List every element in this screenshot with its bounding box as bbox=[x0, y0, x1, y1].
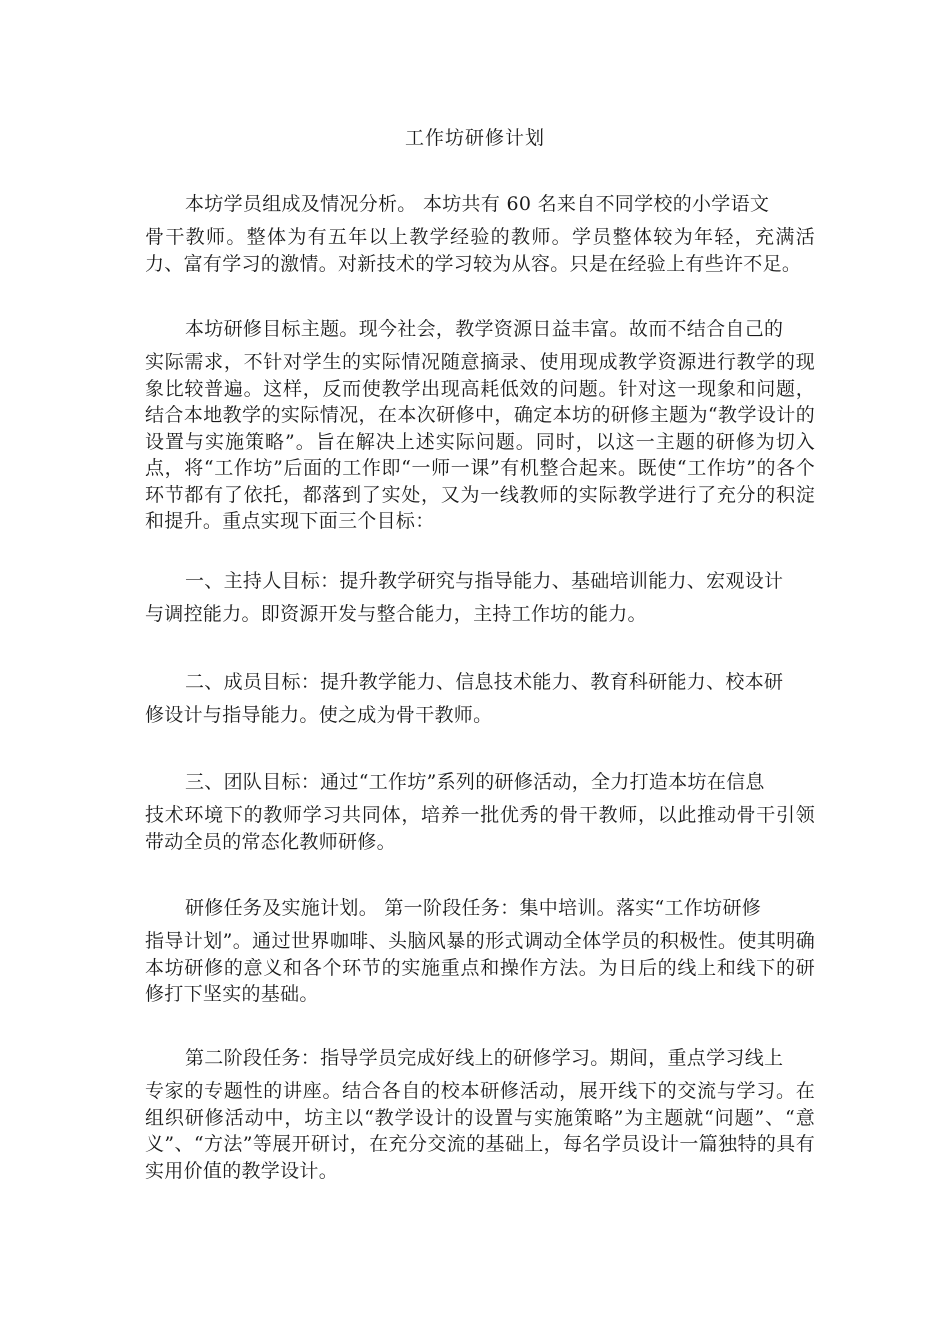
paragraph-trainee-analysis bbox=[145, 186, 815, 277]
paragraph-body: 技术环境下的教师学习共同体，培养一批优秀的骨干教师，以此推动骨干引领带动全员的常态化教师研修。 bbox=[145, 804, 815, 853]
paragraph-first-line: 二、成员目标：提升教学能力、信息技术能力、教育科研能力、校本研 bbox=[185, 671, 784, 693]
paragraph-first-line: 本坊研修目标主题。现今社会，教学资源日益丰富。故而不结合自己的 bbox=[185, 318, 784, 340]
paragraph-first-line: 一、主持人目标：提升教学研究与指导能力、基础培训能力、宏观设计 bbox=[185, 570, 784, 592]
paragraph-body: 骨干教师。整体为有五年以上教学经验的教师。学员整体较为年轻，充满活力、富有学习的激情。对新技术的学习较为从容。只是在经验上有些许不足。 bbox=[145, 226, 815, 275]
paragraph-first-line: 第二阶段任务：指导学员完成好线上的研修学习。期间，重点学习线上 bbox=[185, 1047, 784, 1069]
paragraph-body: 实际需求，不针对学生的实际情况随意摘录、使用现成教学资源进行教学的现象比较普遍。这样，反而使教学出现高耗低效的问题。针对这一现象和问题，结合本地教学的实际情况，在本次研修中，确定本坊的研修主题为“教学设计的设置与实施策略”。旨在解决上述实际问题。同时，以这一主题的研修为切入点，将“工作坊”后面的工作即“一师一课”有机整合起来。既使“工作坊”的各个环节都有了依托，都落到了实处，又为一线教师的实际教学进行了充分的积淀和提升。重点实现下面三个目标： bbox=[145, 351, 815, 532]
paragraph-body: 修设计与指导能力。使之成为骨干教师。 bbox=[145, 704, 493, 726]
paragraph-host-goal bbox=[145, 563, 815, 628]
paragraph-research-theme bbox=[145, 311, 815, 535]
paragraph-first-line: 研修任务及实施计划。 第一阶段任务：集中培训。落实“工作坊研修 bbox=[185, 897, 762, 919]
paragraph-stage-two bbox=[145, 1040, 815, 1184]
paragraph-member-goal bbox=[145, 664, 815, 729]
paragraph-body: 专家的专题性的讲座。结合各自的校本研修活动，展开线下的交流与学习。在组织研修活动中，坊主以“教学设计的设置与实施策略”为主题就“问题”、“意义”、“方法”等展开研讨，在充分交流的基础上，每名学员设计一篇独特的具有实用价值的教学设计。 bbox=[145, 1080, 815, 1182]
document-title: 工作坊研修计划 bbox=[404, 127, 545, 149]
paragraph-first-line: 本坊学员组成及情况分析。 本坊共有 60 名来自不同学校的小学语文 bbox=[185, 193, 770, 215]
paragraph-team-goal bbox=[145, 764, 815, 855]
paragraph-body: 指导计划”。通过世界咖啡、头脑风暴的形式调动全体学员的积极性。使其明确本坊研修的意义和各个环节的实施重点和操作方法。为日后的线上和线下的研修打下坚实的基础。 bbox=[145, 930, 815, 1005]
paragraph-stage-one bbox=[145, 890, 815, 1008]
paragraph-body: 与调控能力。即资源开发与整合能力，主持工作坊的能力。 bbox=[145, 603, 647, 625]
paragraph-first-line: 三、团队目标：通过“工作坊”系列的研修活动，全力打造本坊在信息 bbox=[185, 771, 765, 793]
